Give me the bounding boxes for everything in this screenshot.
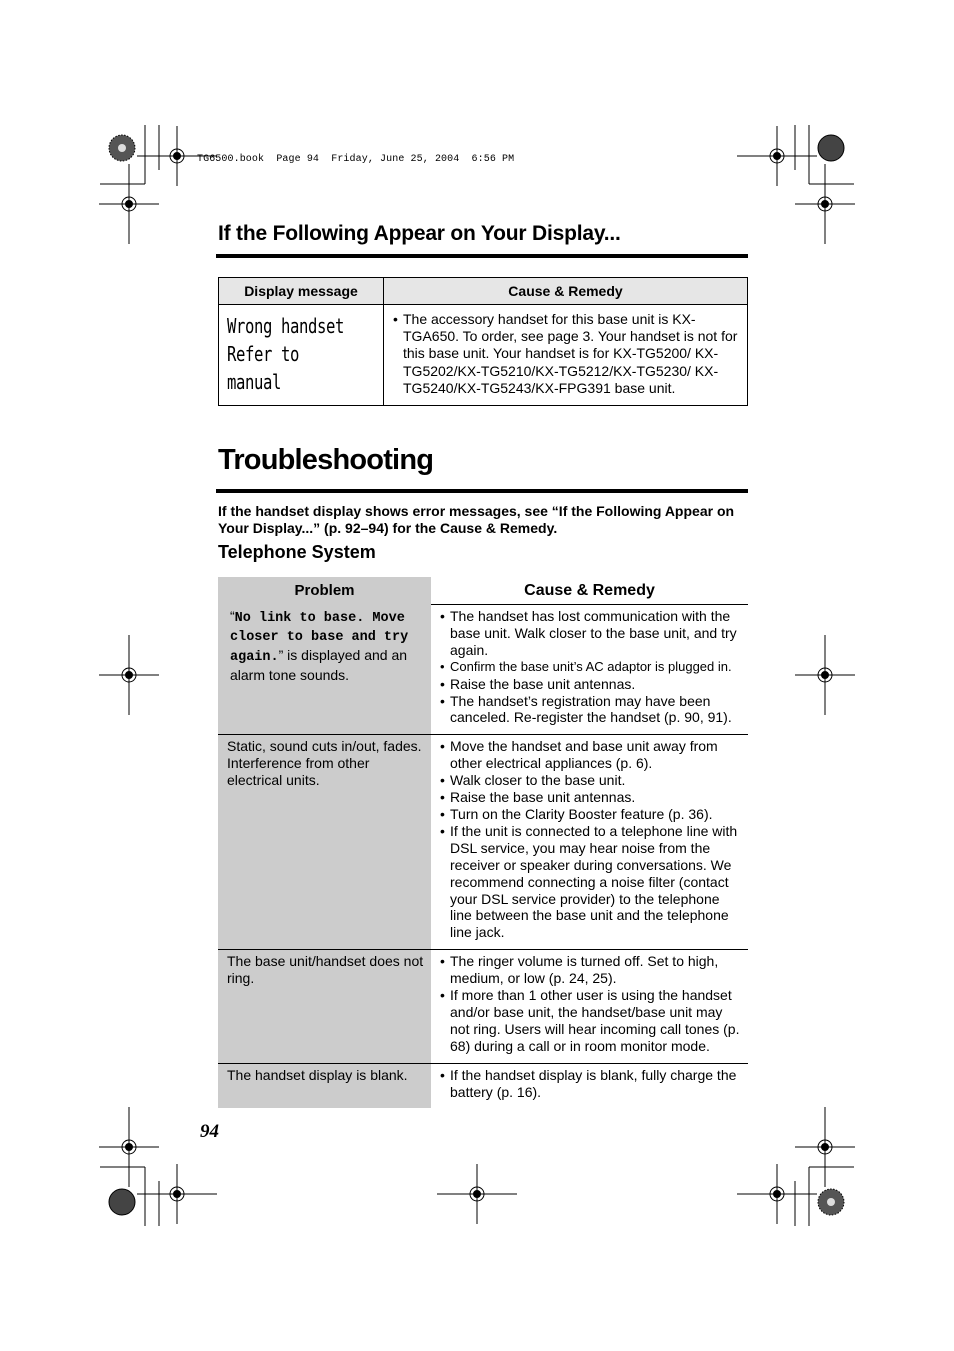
lcd-message [220,306,346,396]
remedy-item: • The accessory handset for this base unit is KX-TGA650. To order, see page 3. Your handset is not for this base unit. Your handset is for KX-TG5200/ KX-TG5202/KX-TG5210/KX-TG5212/KX-TG5230/ KX-TG5240/KX-TG5243/KX-FPG391 base unit. [393,311,743,397]
page-title: Troubleshooting [218,444,434,476]
table-row [218,950,748,1063]
error-code: No link to base. Move closer to base and try again. [230,610,409,666]
display-message-cell [219,305,384,406]
remedy-item: • The handset’s registration may have been canceled. Re-register the handset (p. 90, 91). [440,693,742,727]
col-header-problem: Problem [218,577,431,605]
col-header-cause-remedy: Cause & Remedy [431,577,748,605]
remedy-item: • Move the handset and base unit away from other electrical appliances (p. 6). [440,738,742,772]
problem-text: ” is displayed and an alarm tone sounds. [230,647,408,684]
remedy-item: • Raise the base unit antennas. [440,789,742,806]
title-rule [216,489,748,493]
remedy-cell [431,950,748,1063]
quote-open: “ [230,607,235,624]
section-rule [216,254,748,258]
remedy-cell [431,605,748,735]
table-row [218,605,748,735]
col-header-display-message: Display message [219,278,384,305]
remedy-item: • Walk closer to the base unit. [440,772,742,789]
remedy-item: • The ringer volume is turned off. Set to high, medium, or low (p. 24, 25). [440,953,742,987]
remedy-item: • Confirm the base unit’s AC adaptor is plugged in. [440,659,742,676]
problem-cell: The base unit/handset does not ring. [218,950,431,1063]
troubleshooting-table [218,577,748,1108]
book-info: TG6500.book Page 94 Friday, June 25, 2004 6:56 PM [197,154,515,165]
cause-remedy-cell [384,305,748,406]
table-row [219,305,748,406]
remedy-item: • If more than 1 other user is using the handset and/or base unit, the handset/base unit may not ring. Users will hear incoming call tones (p. 68) during a call or in room monitor mode. [440,987,742,1055]
remedy-item: • If the handset display is blank, fully charge the battery (p. 16). [440,1067,742,1101]
problem-cell [218,605,431,735]
lcd-line: Refer to manual [227,342,300,394]
remedy-cell [431,735,748,950]
remedy-item: • The handset has lost communication with the base unit. Walk closer to the base unit, and try again. [440,608,742,659]
problem-cell: The handset display is blank. [218,1063,431,1108]
page-number: 94 [200,1121,219,1142]
lcd-line: Wrong handset [227,314,345,338]
table-row [218,735,748,950]
remedy-item: • Raise the base unit antennas. [440,676,742,693]
col-header-cause-remedy: Cause & Remedy [384,278,748,305]
remedy-item: • Turn on the Clarity Booster feature (p. 36). [440,806,742,823]
table-row [218,1063,748,1108]
subsection-title: Telephone System [218,542,376,562]
intro-text: If the handset display shows error messages, see “If the Following Appear on Your Display...” (p. 92–94) for the Cause & Remedy. [218,503,735,536]
remedy-cell [431,1063,748,1108]
remedy-item: • If the unit is connected to a telephone line with DSL service, you may hear noise from the receiver or speaker during conversations. We recommend connecting a noise filter (contact your DSL service provider) to the telephone line between the base unit and the telephone line jack. [440,823,742,941]
section-title: If the Following Appear on Your Display... [218,222,621,245]
problem-cell: Static, sound cuts in/out, fades. Interference from other electrical units. [218,735,431,950]
display-message-table [218,277,748,406]
